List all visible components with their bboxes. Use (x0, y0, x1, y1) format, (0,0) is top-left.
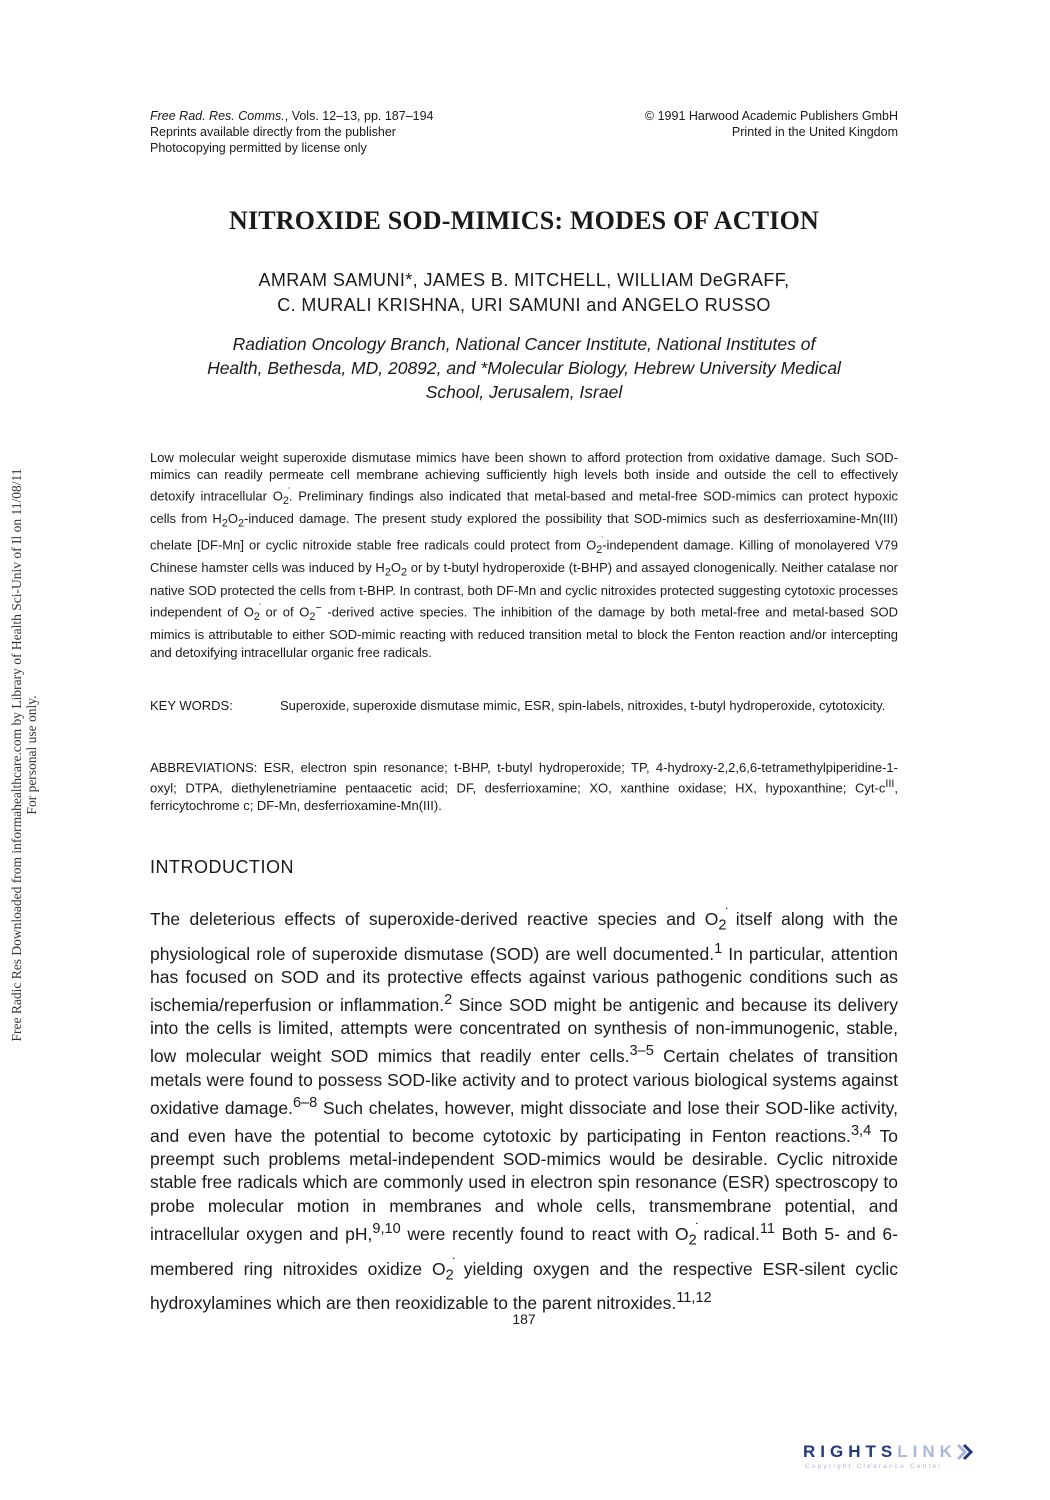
authors-line-1: AMRAM SAMUNI*, JAMES B. MITCHELL, WILLIAM DeGRAFF, (258, 270, 790, 290)
rightslink-subtitle: Copyright Clearance Center (805, 1463, 943, 1470)
section-heading-introduction: INTRODUCTION (150, 857, 294, 877)
affiliation-line-2: Health, Bethesda, MD, 20892, and *Molecular Biology, Hebrew University Medical (207, 358, 841, 378)
keywords (150, 697, 898, 714)
affiliation-line-3: School, Jerusalem, Israel (425, 382, 623, 402)
reference-7: 11 (759, 1221, 775, 1238)
rightslink-dark-text: RIGHTS (803, 1442, 898, 1461)
reference-8: 11,12 (676, 1290, 712, 1307)
publisher-header (600, 108, 898, 140)
abbreviations: ABBREVIATIONS: ESR, electron spin resonance; t-BHP, t-butyl hydroperoxide; TP, 4-hydroxy-2,2,6,6-tetramethylpiperidine-1-oxyl; DTPA, diethylenetriamine pentaacetic acid; DF, desferrioxamine; XO, xanthine oxidase; HX, hypoxanthine; Cyt-$c^{III}$, ferricytochrome c; DF-Mn, desferrioxamine-Mn(III). (150, 760, 898, 814)
reference-2: 2 (444, 992, 453, 1009)
photocopying-note: Photocopying permitted by license only (150, 141, 367, 155)
printed-line: Printed in the United Kingdom (731, 125, 898, 139)
copyright-line: © 1991 Harwood Academic Publishers GmbH (644, 109, 898, 123)
watermark-line-2: For personal use only. (24, 695, 39, 815)
affiliation-line-1: Radiation Oncology Branch, National Cancer Institute, National Institutes of (232, 334, 816, 354)
reference-5: 3,4 (850, 1123, 872, 1140)
journal-name: Free Rad. Res. Comms. (150, 109, 285, 123)
download-watermark (0, 0, 44, 1500)
keywords-text: Superoxide, superoxide dismutase mimic, ESR, spin-labels, nitroxides, t-butyl hydroperoxide, cytotoxicity. (280, 698, 886, 713)
reference-3: 3–5 (629, 1043, 654, 1060)
introduction-body: The deleterious effects of superoxide-derived reactive species and $O_2$ itself along with the physiological role of superoxide dismutase (SOD) are well documented.$^1$ In particular, attention has focused on SOD and its protective effects against various pathogenic conditions such as ischemia/reperfusion or inflammation.$^2$ Since SOD might be antigenic and because its delivery into the cells is limited, attempts were concentrated on synthesis of non-immunogenic, stable, low molecular weight SOD mimics that readily enter cells.$^{3-5}$ Certain chelates of transition metals were found to possess SOD-like activity and to protect various biological systems against oxidative damage.$^{6-8}$ Such chelates, however, might dissociate and lose their SOD-like activity, and even have the potential to become cytotoxic by participating in Fenton reactions.$^{3,4}$ To preempt such problems metal-independent SOD-mimics would be desirable. Cyclic nitroxide stable free radicals which are commonly used in electron spin resonance (ESR) spectroscopy to probe molecular motion in membranes and whole cells, transmembrane potential, and intracellular oxygen and pH,$^{9,10}$ were recently found to react with $O_2$ radical.$^{11}$ Both 5- and 6-membered ring nitroxides oxidize $O_2$ yielding oxygen and the respective ESR-silent cyclic hydroxylamines which are then reoxidizable to the parent nitroxides.$^{11,12}$ (150, 908, 899, 1314)
volume-pages: , Vols. 12–13, pp. 187–194 (284, 109, 434, 123)
reprints-note: Reprints available directly from the publisher (150, 125, 396, 139)
abstract: Low molecular weight superoxide dismutase mimics have been shown to afford protection from oxidative damage. Such SOD-mimics can readily permeate cell membrane achieving sufficiently high levels both inside and outside the cell to effectively detoxify intracellular $O_2$. Preliminary findings also indicated that metal-based and metal-free SOD-mimics can protect hypoxic cells from $H_2O_2$-induced damage. The present study explored the possibility that SOD-mimics such as desferrioxamine-Mn(III) chelate [DF-Mn] or cyclic nitroxide stable free radicals could protect from $O_2$-independent damage. Killing of monolayered V79 Chinese hamster cells was induced by $H_2O_2$ or by t-butyl hydroperoxide (t-BHP) and assayed clonogenically. Neither catalase nor native SOD protected the cells from t-BHP. In contrast, both DF-Mn and cyclic nitroxides protected suggesting cytotoxic processes independent of $O_2$ or of $O_2^-$ -derived active species. The inhibition of the damage by both metal-free and metal-based SOD mimics is attributable to either SOD-mimic reacting with reduced transition metal to block the Fenton reaction and/or intercepting and detoxifying intracellular organic free radicals. (150, 450, 899, 660)
rightslink-light-text: LINK (897, 1442, 957, 1461)
affiliations (150, 332, 898, 404)
keywords-label: KEY WORDS: (150, 698, 233, 713)
journal-header (150, 108, 434, 156)
page-number: 187 (512, 1311, 536, 1327)
reference-1: 1 (714, 940, 723, 957)
paper-title: NITROXIDE SOD-MIMICS: MODES OF ACTION (228, 206, 820, 235)
watermark-line-1: Free Radic Res Downloaded from informahealthcare.com by Library of Health Sci-Univ of Il on 11/08/11 (9, 468, 24, 1042)
author-list (150, 268, 898, 318)
rightslink-logo[interactable] (803, 1442, 1033, 1470)
reference-6: 9,10 (372, 1221, 401, 1238)
reference-4: 6–8 (292, 1094, 318, 1111)
authors-line-2: C. MURALI KRISHNA, URI SAMUNI and ANGELO RUSSO (277, 295, 771, 315)
arrow-icon (955, 1443, 975, 1461)
